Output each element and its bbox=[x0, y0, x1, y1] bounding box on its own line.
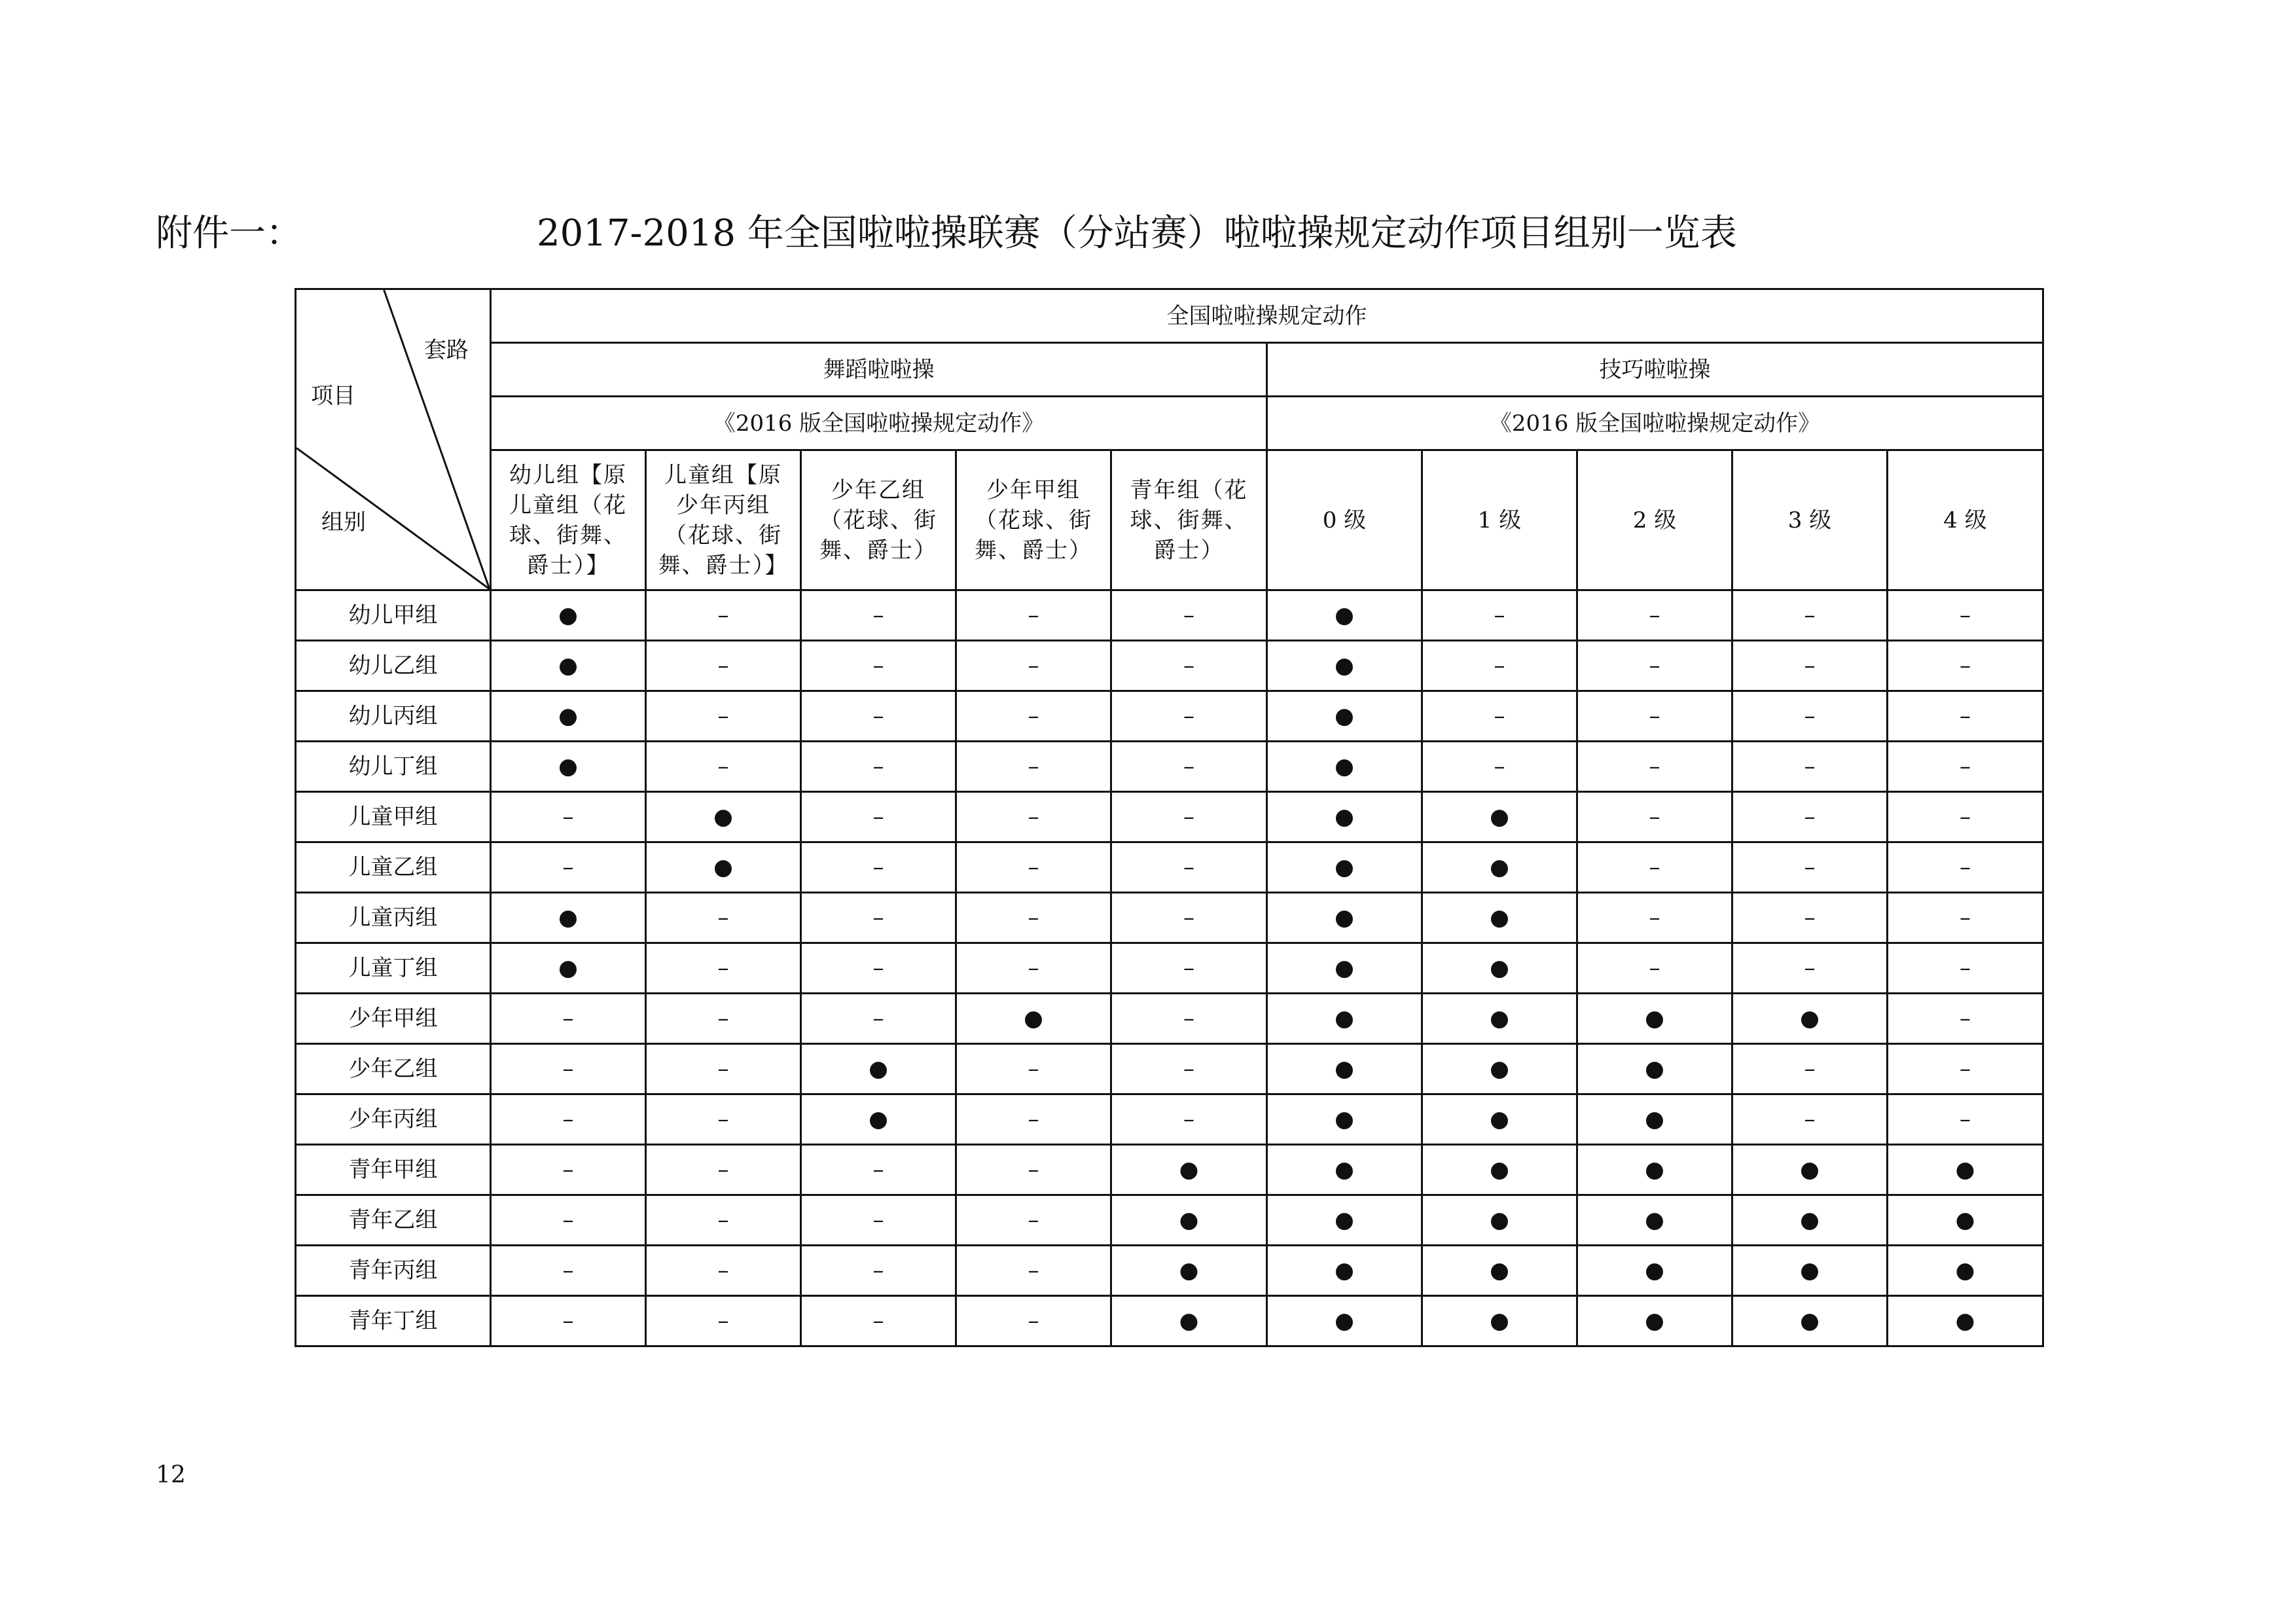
not-applicable-dash-cell: – bbox=[646, 1246, 801, 1296]
participation-dot-cell: ● bbox=[1111, 1246, 1267, 1296]
not-applicable-dash-cell: – bbox=[801, 742, 956, 792]
participation-dot-cell: ● bbox=[491, 893, 646, 943]
participation-dot-cell: ● bbox=[1267, 1094, 1422, 1145]
table-row bbox=[296, 1094, 2043, 1145]
participation-dot-cell: ● bbox=[1422, 792, 1577, 842]
column-header-skill-level: 3 级 bbox=[1732, 450, 1888, 590]
not-applicable-dash-cell: – bbox=[956, 590, 1111, 641]
not-applicable-dash-cell: – bbox=[1732, 792, 1888, 842]
participation-dot-cell: ● bbox=[1732, 1296, 1888, 1346]
not-applicable-dash-cell: – bbox=[1732, 893, 1888, 943]
not-applicable-dash-cell: – bbox=[491, 994, 646, 1044]
participation-dot-cell: ● bbox=[1267, 1044, 1422, 1094]
not-applicable-dash-cell: – bbox=[1422, 590, 1577, 641]
not-applicable-dash-cell: – bbox=[1888, 792, 2043, 842]
not-applicable-dash-cell: – bbox=[1577, 590, 1732, 641]
participation-dot-cell: ● bbox=[1888, 1195, 2043, 1246]
header-skill-version: 《2016 版全国啦啦操规定动作》 bbox=[1267, 397, 2043, 450]
not-applicable-dash-cell: – bbox=[491, 842, 646, 893]
column-header-dance: 儿童组【原少年丙组（花球、街舞、爵士）】 bbox=[646, 450, 801, 590]
participation-dot-cell: ● bbox=[1422, 1195, 1577, 1246]
not-applicable-dash-cell: – bbox=[1732, 691, 1888, 742]
participation-dot-cell: ● bbox=[801, 1094, 956, 1145]
participation-dot-cell: ● bbox=[1888, 1246, 2043, 1296]
column-header-skill-level: 0 级 bbox=[1267, 450, 1422, 590]
not-applicable-dash-cell: – bbox=[491, 792, 646, 842]
not-applicable-dash-cell: – bbox=[646, 1094, 801, 1145]
not-applicable-dash-cell: – bbox=[1577, 792, 1732, 842]
not-applicable-dash-cell: – bbox=[1111, 994, 1267, 1044]
participation-dot-cell: ● bbox=[1732, 1145, 1888, 1195]
not-applicable-dash-cell: – bbox=[956, 1145, 1111, 1195]
participation-dot-cell: ● bbox=[1267, 893, 1422, 943]
table-row bbox=[296, 943, 2043, 994]
not-applicable-dash-cell: – bbox=[956, 742, 1111, 792]
annex-label: 附件一： bbox=[156, 212, 302, 255]
not-applicable-dash-cell: – bbox=[1111, 842, 1267, 893]
not-applicable-dash-cell: – bbox=[1422, 742, 1577, 792]
participation-dot-cell: ● bbox=[1577, 1145, 1732, 1195]
not-applicable-dash-cell: – bbox=[956, 1296, 1111, 1346]
column-header-dance: 幼儿组【原儿童组（花球、街舞、爵士）】 bbox=[491, 450, 646, 590]
not-applicable-dash-cell: – bbox=[1732, 842, 1888, 893]
not-applicable-dash-cell: – bbox=[801, 641, 956, 691]
header-skill-cheer: 技巧啦啦操 bbox=[1267, 343, 2043, 397]
not-applicable-dash-cell: – bbox=[646, 691, 801, 742]
not-applicable-dash-cell: – bbox=[1111, 641, 1267, 691]
group-name-cell: 儿童丁组 bbox=[296, 943, 491, 994]
participation-dot-cell: ● bbox=[1422, 1094, 1577, 1145]
participation-dot-cell: ● bbox=[646, 842, 801, 893]
participation-dot-cell: ● bbox=[1577, 1246, 1732, 1296]
table-row bbox=[296, 1246, 2043, 1296]
participation-dot-cell: ● bbox=[491, 590, 646, 641]
table-row bbox=[296, 994, 2043, 1044]
not-applicable-dash-cell: – bbox=[491, 1044, 646, 1094]
participation-dot-cell: ● bbox=[1267, 590, 1422, 641]
not-applicable-dash-cell: – bbox=[1732, 1094, 1888, 1145]
not-applicable-dash-cell: – bbox=[646, 994, 801, 1044]
table-row bbox=[296, 893, 2043, 943]
page-number: 12 bbox=[156, 1462, 186, 1489]
not-applicable-dash-cell: – bbox=[491, 1195, 646, 1246]
participation-dot-cell: ● bbox=[1732, 1246, 1888, 1296]
not-applicable-dash-cell: – bbox=[1577, 742, 1732, 792]
table-row bbox=[296, 1145, 2043, 1195]
not-applicable-dash-cell: – bbox=[801, 842, 956, 893]
group-name-cell: 儿童甲组 bbox=[296, 792, 491, 842]
not-applicable-dash-cell: – bbox=[801, 943, 956, 994]
group-name-cell: 儿童乙组 bbox=[296, 842, 491, 893]
table-row bbox=[296, 1044, 2043, 1094]
not-applicable-dash-cell: – bbox=[1111, 893, 1267, 943]
not-applicable-dash-cell: – bbox=[491, 1296, 646, 1346]
not-applicable-dash-cell: – bbox=[1732, 742, 1888, 792]
participation-dot-cell: ● bbox=[1732, 1195, 1888, 1246]
group-name-cell: 幼儿甲组 bbox=[296, 590, 491, 641]
participation-dot-cell: ● bbox=[1267, 691, 1422, 742]
not-applicable-dash-cell: – bbox=[646, 590, 801, 641]
column-header-dance: 少年甲组（花球、街舞、爵士） bbox=[956, 450, 1111, 590]
participation-dot-cell: ● bbox=[491, 943, 646, 994]
not-applicable-dash-cell: – bbox=[1422, 691, 1577, 742]
not-applicable-dash-cell: – bbox=[956, 893, 1111, 943]
participation-dot-cell: ● bbox=[1267, 742, 1422, 792]
group-name-cell: 青年丁组 bbox=[296, 1296, 491, 1346]
header-national-compulsory: 全国啦啦操规定动作 bbox=[491, 289, 2043, 343]
participation-dot-cell: ● bbox=[801, 1044, 956, 1094]
not-applicable-dash-cell: – bbox=[956, 1195, 1111, 1246]
not-applicable-dash-cell: – bbox=[1111, 1094, 1267, 1145]
diagonal-lines bbox=[296, 290, 490, 589]
not-applicable-dash-cell: – bbox=[1111, 1044, 1267, 1094]
participation-dot-cell: ● bbox=[491, 641, 646, 691]
not-applicable-dash-cell: – bbox=[646, 1296, 801, 1346]
participation-dot-cell: ● bbox=[1888, 1145, 2043, 1195]
corner-label-xiangmu: 项目 bbox=[311, 383, 355, 409]
participation-dot-cell: ● bbox=[1267, 1195, 1422, 1246]
group-name-cell: 青年乙组 bbox=[296, 1195, 491, 1246]
not-applicable-dash-cell: – bbox=[1111, 792, 1267, 842]
table-row bbox=[296, 842, 2043, 893]
participation-dot-cell: ● bbox=[1422, 1246, 1577, 1296]
group-name-cell: 青年丙组 bbox=[296, 1246, 491, 1296]
participation-dot-cell: ● bbox=[1111, 1195, 1267, 1246]
column-header-dance: 少年乙组（花球、街舞、爵士） bbox=[801, 450, 956, 590]
participation-dot-cell: ● bbox=[1422, 842, 1577, 893]
participation-dot-cell: ● bbox=[1422, 1296, 1577, 1346]
not-applicable-dash-cell: – bbox=[1888, 1094, 2043, 1145]
not-applicable-dash-cell: – bbox=[801, 893, 956, 943]
not-applicable-dash-cell: – bbox=[956, 1246, 1111, 1296]
not-applicable-dash-cell: – bbox=[1888, 994, 2043, 1044]
participation-dot-cell: ● bbox=[1111, 1296, 1267, 1346]
column-header-dance: 青年组（花球、街舞、爵士） bbox=[1111, 450, 1267, 590]
not-applicable-dash-cell: – bbox=[956, 792, 1111, 842]
participation-dot-cell: ● bbox=[1267, 641, 1422, 691]
not-applicable-dash-cell: – bbox=[1888, 1044, 2043, 1094]
participation-dot-cell: ● bbox=[1732, 994, 1888, 1044]
not-applicable-dash-cell: – bbox=[956, 1094, 1111, 1145]
not-applicable-dash-cell: – bbox=[801, 691, 956, 742]
not-applicable-dash-cell: – bbox=[1111, 943, 1267, 994]
not-applicable-dash-cell: – bbox=[956, 1044, 1111, 1094]
group-name-cell: 幼儿丙组 bbox=[296, 691, 491, 742]
not-applicable-dash-cell: – bbox=[801, 1145, 956, 1195]
not-applicable-dash-cell: – bbox=[1732, 590, 1888, 641]
not-applicable-dash-cell: – bbox=[956, 943, 1111, 994]
participation-dot-cell: ● bbox=[1267, 994, 1422, 1044]
table-row bbox=[296, 641, 2043, 691]
participation-dot-cell: ● bbox=[1422, 893, 1577, 943]
not-applicable-dash-cell: – bbox=[646, 742, 801, 792]
table-row bbox=[296, 742, 2043, 792]
participation-dot-cell: ● bbox=[1267, 1246, 1422, 1296]
not-applicable-dash-cell: – bbox=[646, 893, 801, 943]
not-applicable-dash-cell: – bbox=[1577, 842, 1732, 893]
diagonal-header-cell bbox=[296, 289, 491, 590]
not-applicable-dash-cell: – bbox=[1888, 742, 2043, 792]
not-applicable-dash-cell: – bbox=[491, 1145, 646, 1195]
table-row bbox=[296, 691, 2043, 742]
participation-dot-cell: ● bbox=[646, 792, 801, 842]
column-header-skill-level: 2 级 bbox=[1577, 450, 1732, 590]
not-applicable-dash-cell: – bbox=[1888, 842, 2043, 893]
not-applicable-dash-cell: – bbox=[646, 1195, 801, 1246]
group-name-cell: 幼儿乙组 bbox=[296, 641, 491, 691]
not-applicable-dash-cell: – bbox=[1732, 1044, 1888, 1094]
not-applicable-dash-cell: – bbox=[1888, 691, 2043, 742]
not-applicable-dash-cell: – bbox=[1422, 641, 1577, 691]
not-applicable-dash-cell: – bbox=[646, 641, 801, 691]
not-applicable-dash-cell: – bbox=[491, 1094, 646, 1145]
not-applicable-dash-cell: – bbox=[956, 842, 1111, 893]
not-applicable-dash-cell: – bbox=[1111, 691, 1267, 742]
participation-dot-cell: ● bbox=[491, 691, 646, 742]
not-applicable-dash-cell: – bbox=[1577, 893, 1732, 943]
participation-dot-cell: ● bbox=[1577, 1296, 1732, 1346]
not-applicable-dash-cell: – bbox=[801, 1296, 956, 1346]
participation-dot-cell: ● bbox=[1422, 1044, 1577, 1094]
table-row bbox=[296, 792, 2043, 842]
participation-dot-cell: ● bbox=[1577, 1094, 1732, 1145]
not-applicable-dash-cell: – bbox=[646, 943, 801, 994]
document-title: 2017-2018 年全国啦啦操联赛（分站赛）啦啦操规定动作项目组别一览表 bbox=[537, 212, 1737, 255]
not-applicable-dash-cell: – bbox=[956, 641, 1111, 691]
participation-dot-cell: ● bbox=[1267, 1296, 1422, 1346]
participation-dot-cell: ● bbox=[1577, 1044, 1732, 1094]
participation-dot-cell: ● bbox=[1267, 1145, 1422, 1195]
header-dance-version: 《2016 版全国啦啦操规定动作》 bbox=[491, 397, 1267, 450]
not-applicable-dash-cell: – bbox=[1888, 590, 2043, 641]
not-applicable-dash-cell: – bbox=[1888, 943, 2043, 994]
not-applicable-dash-cell: – bbox=[1732, 641, 1888, 691]
group-name-cell: 少年乙组 bbox=[296, 1044, 491, 1094]
participation-dot-cell: ● bbox=[1111, 1145, 1267, 1195]
not-applicable-dash-cell: – bbox=[1577, 691, 1732, 742]
participation-dot-cell: ● bbox=[1267, 842, 1422, 893]
group-name-cell: 少年甲组 bbox=[296, 994, 491, 1044]
not-applicable-dash-cell: – bbox=[956, 691, 1111, 742]
header-dance-cheer: 舞蹈啦啦操 bbox=[491, 343, 1267, 397]
participation-dot-cell: ● bbox=[1888, 1296, 2043, 1346]
table-row bbox=[296, 1195, 2043, 1246]
not-applicable-dash-cell: – bbox=[1888, 641, 2043, 691]
not-applicable-dash-cell: – bbox=[646, 1044, 801, 1094]
not-applicable-dash-cell: – bbox=[801, 1246, 956, 1296]
not-applicable-dash-cell: – bbox=[646, 1145, 801, 1195]
not-applicable-dash-cell: – bbox=[491, 1246, 646, 1296]
not-applicable-dash-cell: – bbox=[1111, 590, 1267, 641]
corner-label-taolu: 套路 bbox=[424, 337, 469, 363]
table-row bbox=[296, 1296, 2043, 1346]
not-applicable-dash-cell: – bbox=[801, 994, 956, 1044]
participation-dot-cell: ● bbox=[1422, 943, 1577, 994]
not-applicable-dash-cell: – bbox=[1577, 943, 1732, 994]
not-applicable-dash-cell: – bbox=[1732, 943, 1888, 994]
column-header-skill-level: 4 级 bbox=[1888, 450, 2043, 590]
group-name-cell: 少年丙组 bbox=[296, 1094, 491, 1145]
participation-dot-cell: ● bbox=[1577, 994, 1732, 1044]
participation-dot-cell: ● bbox=[956, 994, 1111, 1044]
not-applicable-dash-cell: – bbox=[1577, 641, 1732, 691]
not-applicable-dash-cell: – bbox=[1888, 893, 2043, 943]
group-name-cell: 青年甲组 bbox=[296, 1145, 491, 1195]
table-row bbox=[296, 590, 2043, 641]
not-applicable-dash-cell: – bbox=[801, 792, 956, 842]
not-applicable-dash-cell: – bbox=[1111, 742, 1267, 792]
not-applicable-dash-cell: – bbox=[801, 1195, 956, 1246]
participation-dot-cell: ● bbox=[1577, 1195, 1732, 1246]
participation-dot-cell: ● bbox=[1267, 943, 1422, 994]
participation-dot-cell: ● bbox=[1422, 994, 1577, 1044]
column-header-skill-level: 1 级 bbox=[1422, 450, 1577, 590]
corner-label-zubie: 组别 bbox=[321, 509, 366, 535]
participation-dot-cell: ● bbox=[491, 742, 646, 792]
participation-dot-cell: ● bbox=[1422, 1145, 1577, 1195]
group-table bbox=[295, 288, 2044, 1347]
group-name-cell: 儿童丙组 bbox=[296, 893, 491, 943]
group-name-cell: 幼儿丁组 bbox=[296, 742, 491, 792]
participation-dot-cell: ● bbox=[1267, 792, 1422, 842]
not-applicable-dash-cell: – bbox=[801, 590, 956, 641]
